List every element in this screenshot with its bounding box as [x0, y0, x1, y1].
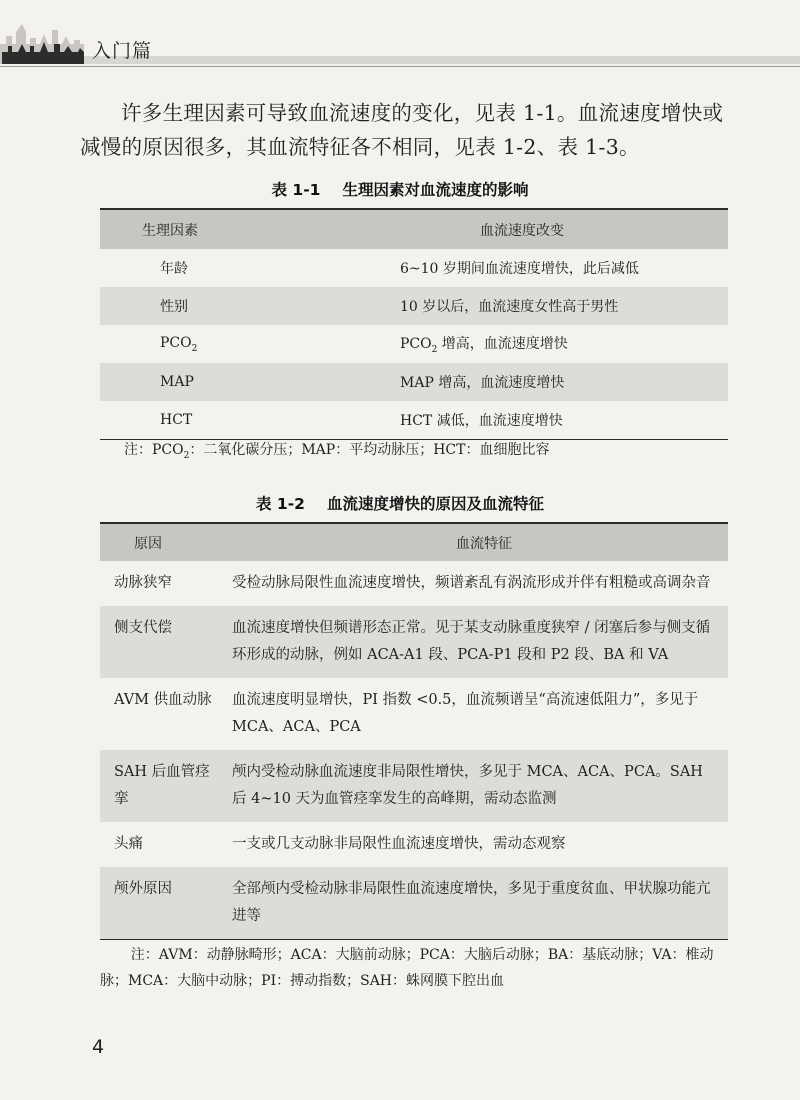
table-row: [100, 606, 728, 678]
table-row: [100, 822, 728, 867]
change-rest: 增高，血流速度增快: [437, 336, 568, 353]
cause-cell: 头痛: [114, 836, 143, 852]
intro-paragraph: [80, 96, 730, 164]
factor-subscript: 2: [191, 343, 198, 354]
page-number: 4: [92, 1036, 105, 1058]
table-row: [100, 867, 728, 940]
table1-header-change: 血流速度改变: [480, 222, 564, 239]
table1-header-factor: 生理因素: [142, 222, 198, 239]
table1-number: 表 1-1: [271, 181, 321, 199]
table1-title: 生理因素对血流速度的影响: [342, 181, 529, 199]
factor-cell: [100, 325, 400, 363]
table2-header-cause: 原因: [134, 535, 162, 552]
table2-header-feature: 血流特征: [456, 535, 512, 552]
change-cell: HCT 减低，血流速度增快: [400, 412, 563, 429]
table2-note: 注：AVM：动静脉畸形；ACA：大脑前动脉；PCA：大脑后动脉；BA：基底动脉；VA：椎动脉；MCA：大脑中动脉；PI：搏动指数；SAH：蛛网膜下腔出血: [100, 947, 714, 989]
factor-base: PCO: [160, 334, 192, 351]
factor-cell: MAP: [160, 374, 194, 390]
table-row: [100, 401, 728, 439]
change-cell: 6~10 岁期间血流速度增快，此后减低: [400, 261, 639, 277]
note-rest: ：二氧化碳分压；MAP：平均动脉压；HCT：血细胞比容: [189, 442, 550, 458]
factor-cell: 年龄: [160, 261, 188, 277]
table-row: [100, 678, 728, 750]
feature-cell: 血流速度明显增快，PI 指数 <0.5，血流频谱呈“高流速低阻力”，多见于 MCA、ACA、PCA: [232, 692, 699, 735]
intro-text: 许多生理因素可导致血流速度的变化，见表 1-1。血流速度增快或减慢的原因很多，其血流特征各不相同，见表 1-2、表 1-3。: [80, 101, 724, 159]
header-divider: [0, 66, 800, 67]
feature-cell: 全部颅内受检动脉非局限性血流速度增快，多见于重度贫血、甲状腺功能亢进等: [232, 881, 711, 924]
change-base: PCO: [400, 336, 432, 353]
change-cell: MAP 增高，血流速度增快: [400, 375, 565, 391]
table-row: [100, 249, 728, 287]
cause-cell: 动脉狭窄: [114, 575, 172, 591]
table-row: [100, 325, 728, 363]
table-row: [100, 287, 728, 325]
table2-header-row: [100, 523, 728, 561]
table2: [100, 522, 728, 940]
factor-cell: HCT: [160, 411, 193, 428]
table1: [100, 208, 728, 440]
page-header: [0, 0, 800, 64]
factor-cell: 性别: [160, 299, 188, 315]
table2-caption: [0, 492, 800, 514]
note-prefix: 注：PCO: [124, 442, 184, 458]
note-subscript: 2: [183, 450, 190, 461]
table1-note: [124, 437, 730, 469]
table1-caption: [0, 178, 800, 200]
change-cell: 10 岁以后，血流速度女性高于男性: [400, 299, 619, 315]
table-row: [100, 561, 728, 606]
change-subscript: 2: [431, 344, 438, 355]
table-row: [100, 363, 728, 401]
cause-cell: AVM 供血动脉: [114, 692, 212, 708]
table1-header-row: [100, 209, 728, 249]
cause-cell: 颅外原因: [114, 881, 172, 897]
change-cell: [400, 325, 728, 363]
cause-cell: SAH 后血管痉挛: [114, 764, 210, 807]
feature-cell: 血流速度增快但频谱形态正常。见于某支动脉重度狭窄 / 闭塞后参与侧支循环形成的动脉，例如 ACA-A1 段、PCA-P1 段和 P2 段、BA 和 VA: [232, 620, 711, 663]
feature-cell: 一支或几支动脉非局限性血流速度增快，需动态观察: [232, 836, 566, 852]
table2-number: 表 1-2: [256, 495, 305, 513]
cause-cell: 侧支代偿: [114, 620, 172, 636]
table2-title: 血流速度增快的原因及血流特征: [326, 495, 544, 513]
feature-cell: 颅内受检动脉血流速度非局限性增快，多见于 MCA、ACA、PCA。SAH 后 4~10 天为血管痉挛发生的高峰期，需动态监测: [232, 764, 703, 807]
section-title: 入门篇: [92, 40, 153, 62]
feature-cell: 受检动脉局限性血流速度增快，频谱紊乱有涡流形成并伴有粗糙或高调杂音: [232, 575, 711, 591]
table-row: [100, 750, 728, 822]
